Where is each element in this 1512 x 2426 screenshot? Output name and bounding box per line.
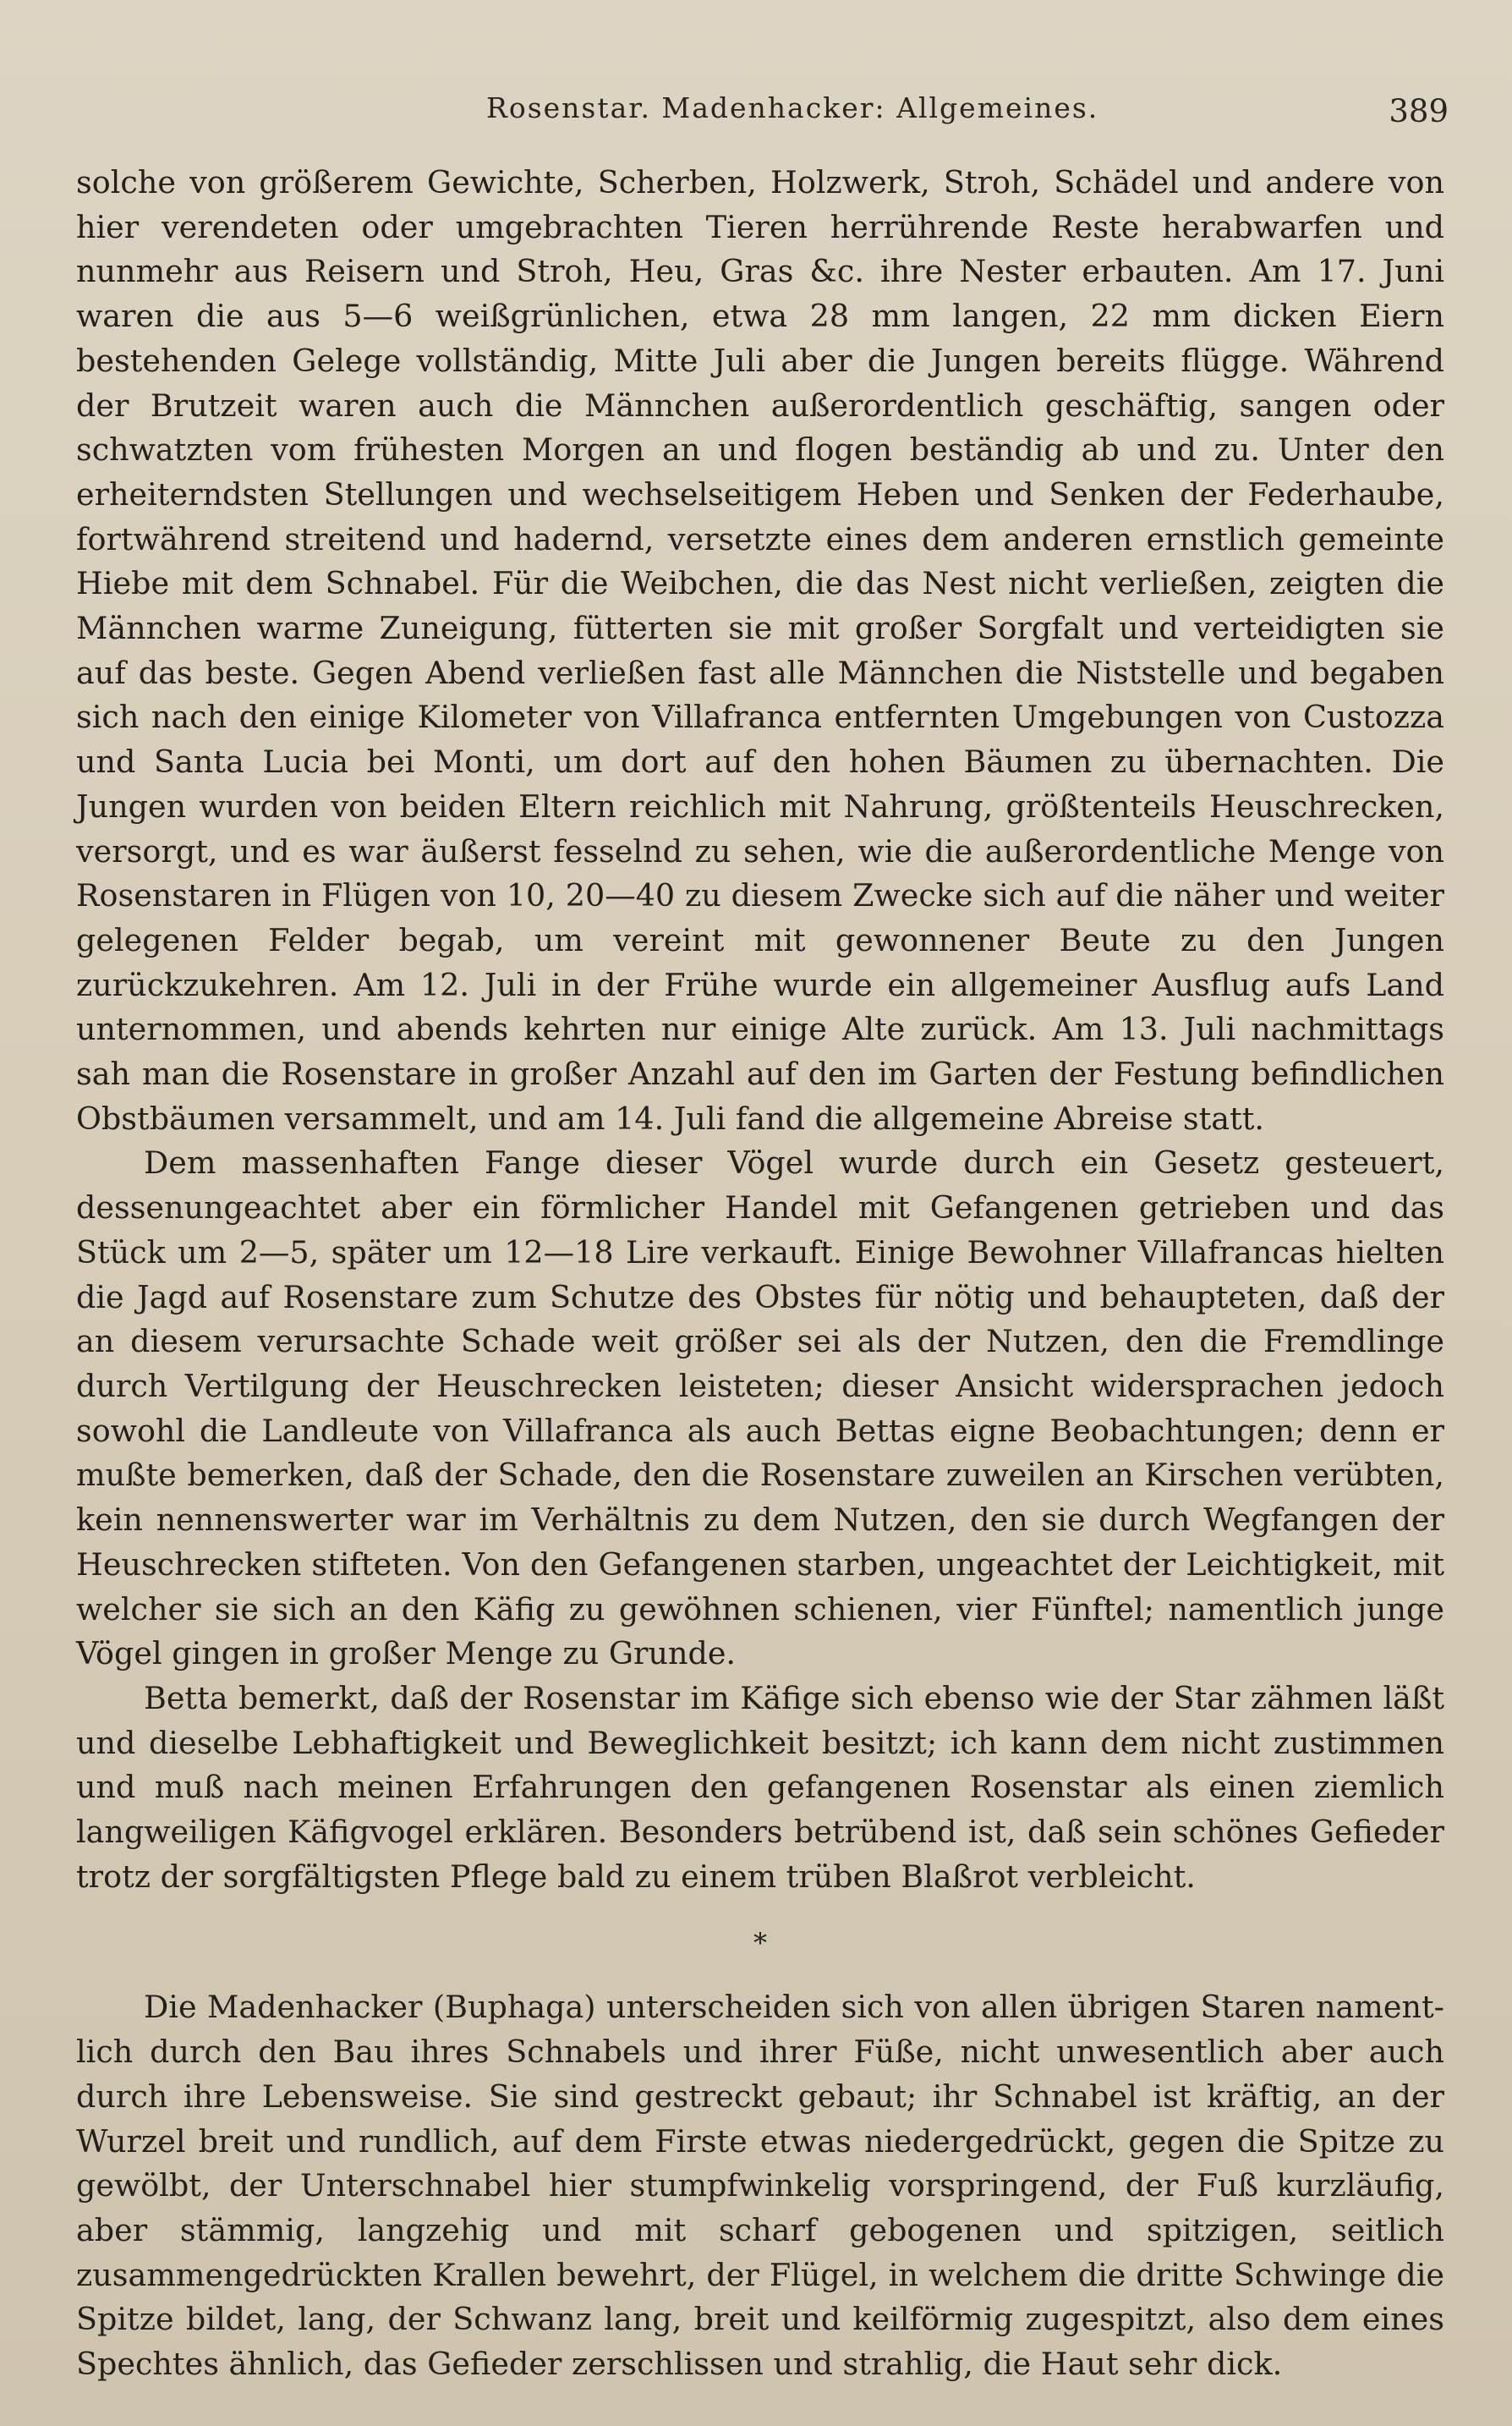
- paragraph-1: solche von größerem Gewichte, Scherben, Holzwerk, Stroh, Schädel und andere von hier verendeten oder umgebrachten Tieren herrührende Reste herabwarfen und nunmehr aus Reisern und Stroh, Heu, Gras &c. ihre Nester erbauten. Am 17. Juni waren die aus 5—6 weißgrünlichen, etwa 28 mm langen, 22 mm dicken Eiern bestehenden Gelege vollständig, Mitte Juli aber die Jungen bereits flügge. Während der Brutzeit waren auch die Männchen außerordentlich geschäftig, sangen oder schwatzten vom frühesten Morgen an und flogen beständig ab und zu. Unter den erheiterndsten Stellungen und wechselseitigem Heben und Senken der Federhaube, fortwährend streitend und hadernd, versetzte eines dem anderen ernstlich gemeinte Hiebe mit dem Schnabel. Für die Weibchen, die das Nest nicht verließen, zeigten die Männchen warme Zuneigung, fütterten sie mit großer Sorgfalt und verteidigten sie auf das beste. Gegen Abend verließen fast alle Männchen die Niststelle und begaben sich nach den einige Kilometer von Villafranca entfernten Umgebungen von Custozza und Santa Lucia bei Monti, um dort auf den hohen Bäumen zu übernachten. Die Jungen wurden von beiden Eltern reichlich mit Nahrung, größtenteils Heuschrecken, versorgt, und es war äußerst fesselnd zu sehen, wie die außerordentliche Menge von Rosenstaren in Flügen von 10, 20—40 zu diesem Zwecke sich auf die näher und weiter gelegenen Felder begab, um vereint mit gewonnener Beute zu den Jungen zurückzukehren. Am 12. Juli in der Frühe wurde ein allgemeiner Ausflug aufs Land unternommen, und abends kehrten nur einige Alte zurück. Am 13. Juli nachmittags sah man die Rosenstare in großer Anzahl auf den im Garten der Festung befindlichen Obstbäumen versammelt, und am 14. Juli fand die allgemeine Abreise statt.: [76, 164, 1444, 1137]
- paragraph-4: [76, 1985, 1444, 2386]
- body-text: [76, 161, 1444, 2387]
- paragraph-4-lead: Die Madenhacker (Buphaga): [144, 1989, 596, 2026]
- section-separator: *: [753, 1927, 767, 1960]
- paragraph-2: Dem massenhaften Fange dieser Vögel wurde durch ein Gesetz gesteuert, dessenungeachtet aber ein förmlicher Handel mit Gefangenen getrieben und das Stück um 2—5, später um 12—18 Lire verkauft. Einige Bewohner Villafrancas hielten die Jagd auf Rosenstare zum Schutze des Obstes für nötig und behaupteten, daß der an diesem verursachte Schade weit größer sei als der Nutzen, den die Fremdlinge durch Vertilgung der Heuschrecken leisteten; dieser Ansicht widersprachen jedoch sowohl die Landleute von Villafranca als auch Bettas eigne Beobachtungen; denn er mußte bemerken, daß der Schade, den die Rosenstare zuweilen an Kirschen verübten, kein nennenswerter war im Verhältnis zu dem Nutzen, den sie durch Wegfangen der Heuschrecken stifteten. Von den Gefangenen starben, ungeachtet der Leichtigkeit, mit welcher sie sich an den Käfig zu gewöhnen schienen, vier Fünftel; namentlich junge Vögel gingen in großer Menge zu Grunde.: [76, 1144, 1444, 1672]
- paragraph-4-text: unterscheiden sich von allen übrigen Staren namentlich durch den Bau ihres Schnabels und ihrer Füße, nicht unwesentlich aber auch durch ihre Lebensweise. Sie sind gestreckt gebaut; ihr Schnabel ist kräftig, an der Wurzel breit und rundlich, auf dem Firste etwas niedergedrückt, gegen die Spitze zu gewölbt, der Unterschnabel hier stumpfwinkelig vorspringend, der Fuß kurzläufig, aber stämmig, langzehig und mit scharf gebogenen und spitzigen, seitlich zusammengedrückten Krallen bewehrt, der Flügel, in welchem die dritte Schwinge die Spitze bildet, lang, der Schwanz lang, breit und keilförmig zugespitzt, also dem eines Spechtes ähnlich, das Gefieder zerschlissen und strahlig, die Haut sehr dick.: [76, 1989, 1444, 2383]
- paragraph-3: Betta bemerkt, daß der Rosenstar im Käfige sich ebenso wie der Star zähmen läßt und dieselbe Lebhaftigkeit und Beweglichkeit besitzt; ich kann dem nicht zustimmen und muß nach meinen Erfahrungen den gefangenen Rosenstar als einen ziemlich langweiligen Käfigvogel erklären. Besonders betrübend ist, daß sein schönes Gefieder trotz der sorgfältigsten Pflege bald zu einem trüben Blaßrot verbleicht.: [76, 1679, 1444, 1895]
- running-head: Rosenstar. Madenhacker: Allgemeines.: [486, 91, 1099, 124]
- page-number: 389: [1389, 93, 1449, 129]
